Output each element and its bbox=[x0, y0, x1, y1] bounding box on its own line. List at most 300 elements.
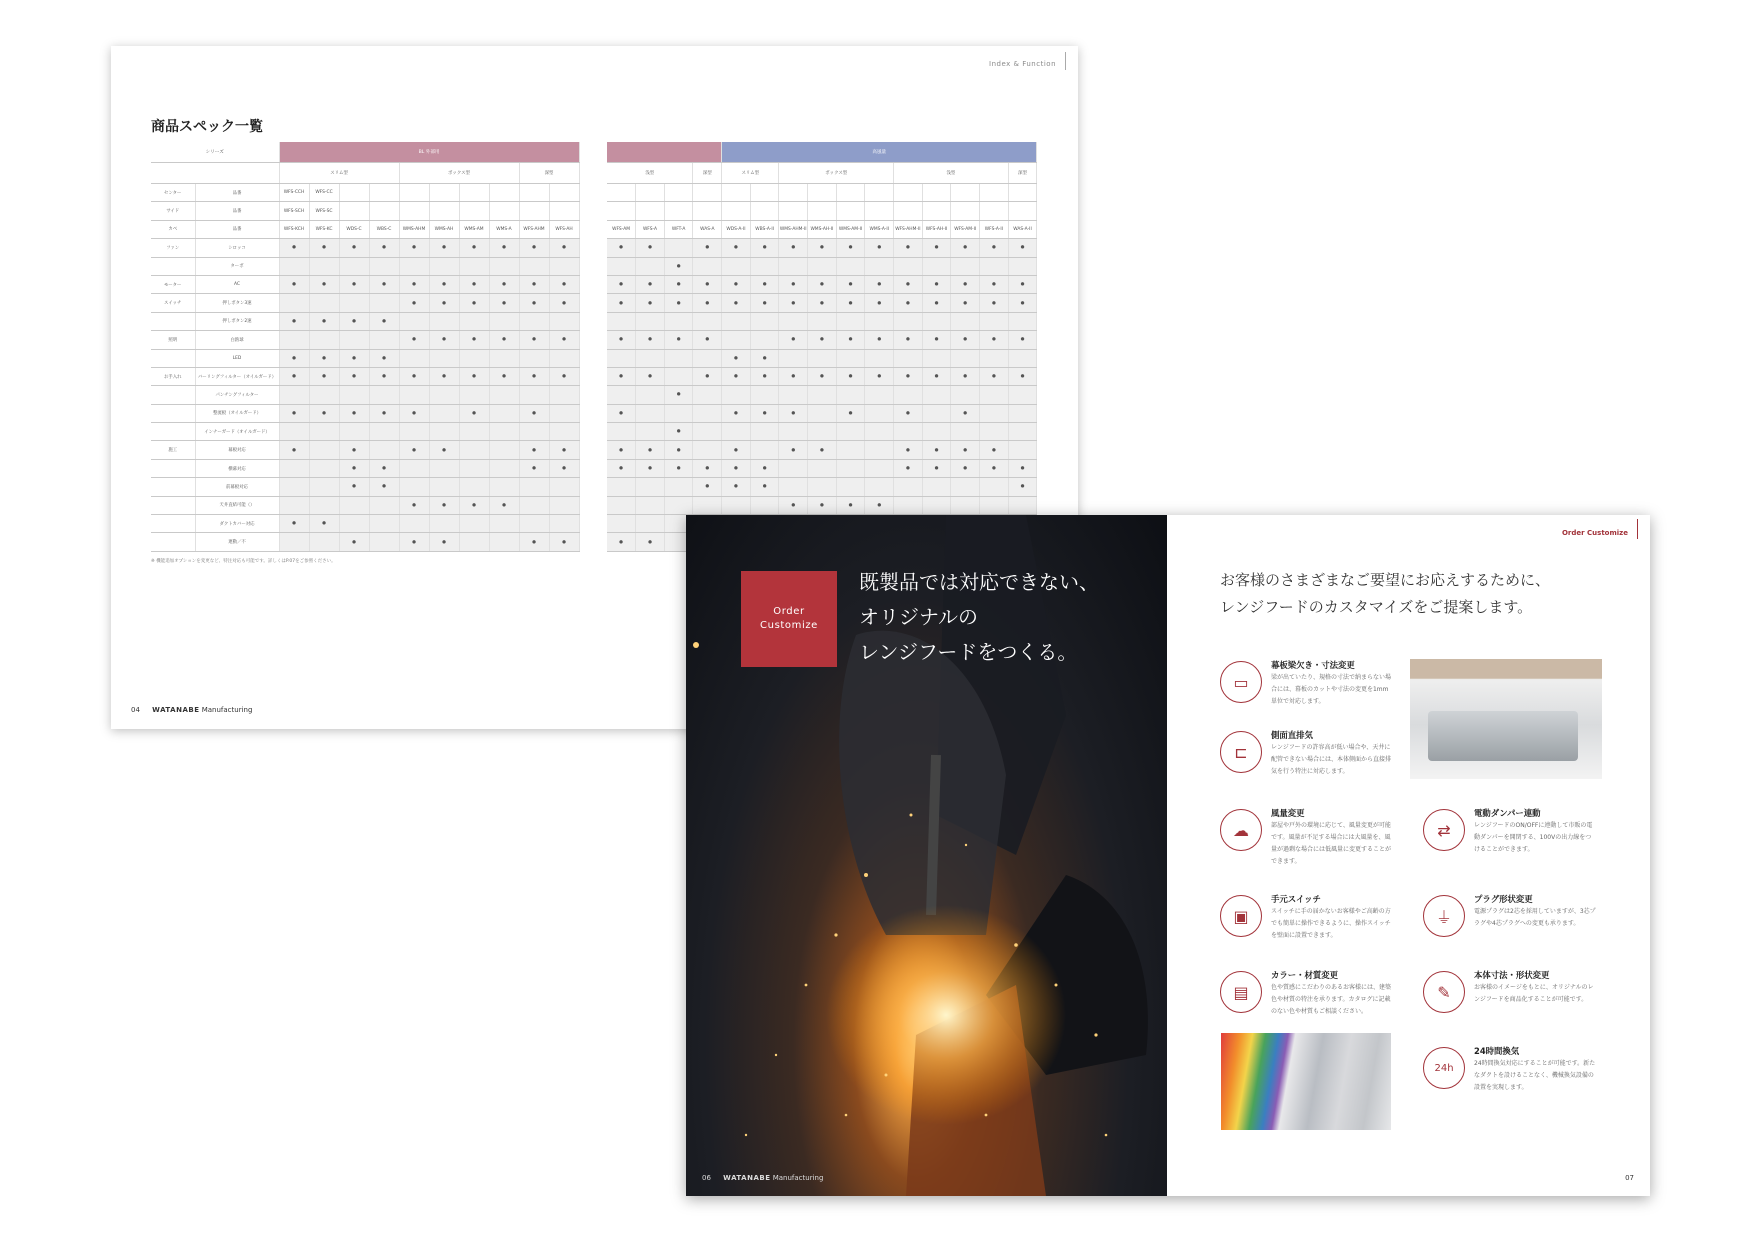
model-row bbox=[607, 202, 1037, 220]
spec-row bbox=[607, 441, 1037, 459]
model-code: WMS-AM bbox=[459, 220, 489, 238]
row-label: センター bbox=[151, 184, 195, 202]
row-sublabel: パンチングフィルター bbox=[195, 386, 279, 404]
mark-cell: ● bbox=[429, 294, 459, 312]
mark-cell: ● bbox=[1008, 459, 1037, 477]
mark-cell bbox=[279, 496, 309, 514]
model-code bbox=[664, 202, 693, 220]
mark-cell bbox=[399, 515, 429, 533]
mark-cell: ● bbox=[693, 239, 722, 257]
spec-row bbox=[151, 423, 579, 441]
range-hood-body bbox=[1428, 711, 1578, 761]
mark-cell: ● bbox=[279, 312, 309, 330]
mark-cell: ● bbox=[922, 275, 951, 293]
model-code bbox=[779, 202, 808, 220]
welding-photo bbox=[686, 515, 1167, 1196]
mark-cell: ● bbox=[399, 331, 429, 349]
mark-cell: ● bbox=[836, 404, 865, 422]
customize-page bbox=[1167, 515, 1650, 1196]
mark-cell bbox=[279, 459, 309, 477]
model-code: WAS-A bbox=[693, 220, 722, 238]
row-label: 照明 bbox=[151, 331, 195, 349]
mark-cell bbox=[951, 349, 980, 367]
mark-cell: ● bbox=[339, 312, 369, 330]
model-code bbox=[980, 202, 1009, 220]
mark-cell bbox=[519, 515, 549, 533]
mark-cell bbox=[519, 496, 549, 514]
mark-cell bbox=[779, 386, 808, 404]
row-label bbox=[151, 386, 195, 404]
mark-cell bbox=[922, 404, 951, 422]
mark-cell bbox=[865, 312, 894, 330]
mark-cell bbox=[309, 441, 339, 459]
mark-cell: ● bbox=[607, 441, 636, 459]
color-swatch-photo bbox=[1221, 1033, 1391, 1130]
mark-cell: ● bbox=[722, 404, 751, 422]
mark-cell bbox=[980, 423, 1009, 441]
mark-cell: ● bbox=[808, 275, 837, 293]
mark-cell: ● bbox=[722, 367, 751, 385]
mark-cell: ● bbox=[894, 441, 923, 459]
mark-cell: ● bbox=[399, 441, 429, 459]
mark-cell: ● bbox=[519, 331, 549, 349]
row-sublabel: 品番 bbox=[195, 202, 279, 220]
mark-cell bbox=[399, 423, 429, 441]
mark-cell bbox=[309, 496, 339, 514]
mark-cell bbox=[664, 239, 693, 257]
mark-cell bbox=[980, 386, 1009, 404]
mark-cell: ● bbox=[808, 367, 837, 385]
mark-cell bbox=[489, 533, 519, 551]
model-code bbox=[693, 184, 722, 202]
spec-row bbox=[151, 441, 579, 459]
model-code: WDS-C bbox=[339, 220, 369, 238]
mark-cell: ● bbox=[808, 496, 837, 514]
mark-cell: ● bbox=[664, 275, 693, 293]
model-code bbox=[607, 184, 636, 202]
spec-row bbox=[151, 239, 579, 257]
mark-cell bbox=[607, 257, 636, 275]
mark-cell bbox=[309, 459, 339, 477]
mark-cell: ● bbox=[549, 331, 579, 349]
mark-cell: ● bbox=[549, 367, 579, 385]
subgroup-header: スリム型 bbox=[722, 163, 779, 184]
mark-cell bbox=[750, 386, 779, 404]
subgroup-header: ボックス型 bbox=[399, 163, 519, 184]
mark-cell: ● bbox=[750, 294, 779, 312]
row-sublabel: 横幕対応 bbox=[195, 459, 279, 477]
mark-cell: ● bbox=[607, 239, 636, 257]
mark-cell bbox=[339, 257, 369, 275]
mark-cell bbox=[636, 496, 665, 514]
mark-cell: ● bbox=[369, 404, 399, 422]
mark-cell bbox=[922, 478, 951, 496]
row-sublabel: 白熱球 bbox=[195, 331, 279, 349]
mark-cell: ● bbox=[894, 331, 923, 349]
feature-title: 幕板梁欠き・寸法変更 bbox=[1271, 660, 1355, 670]
brand-name: WATANABE bbox=[723, 1174, 771, 1182]
row-sublabel: バーリングフィルター（オイルガード） bbox=[195, 367, 279, 385]
mark-cell: ● bbox=[607, 331, 636, 349]
mark-cell bbox=[636, 478, 665, 496]
mark-cell: ● bbox=[399, 275, 429, 293]
mark-cell: ● bbox=[339, 533, 369, 551]
page-footer bbox=[131, 706, 252, 714]
page-number: 07 bbox=[1625, 1174, 1634, 1182]
feature-desc: スイッチに手の届かないお客様やご高齢の方でも簡単に操作できるように、操作スイッチを壁面に設置できます。 bbox=[1271, 908, 1391, 939]
mark-cell bbox=[722, 386, 751, 404]
model-code: WFS-SCH bbox=[279, 202, 309, 220]
mark-cell bbox=[459, 459, 489, 477]
model-code bbox=[951, 184, 980, 202]
model-code: WFS-A bbox=[636, 220, 665, 238]
mark-cell: ● bbox=[369, 312, 399, 330]
model-code bbox=[693, 202, 722, 220]
mark-cell: ● bbox=[951, 441, 980, 459]
model-code bbox=[1008, 184, 1037, 202]
brand-sub: Manufacturing bbox=[201, 706, 253, 714]
mark-cell: ● bbox=[607, 294, 636, 312]
mark-cell bbox=[309, 294, 339, 312]
mark-cell: ● bbox=[279, 367, 309, 385]
mark-cell: ● bbox=[399, 496, 429, 514]
mark-cell bbox=[489, 459, 519, 477]
spec-table-right bbox=[607, 142, 1037, 552]
mark-cell bbox=[865, 404, 894, 422]
mark-cell bbox=[664, 478, 693, 496]
row-sublabel: AC bbox=[195, 275, 279, 293]
mark-cell bbox=[836, 257, 865, 275]
row-sublabel: 整流板（オイルガード） bbox=[195, 404, 279, 422]
model-code bbox=[369, 184, 399, 202]
mark-cell bbox=[951, 423, 980, 441]
mark-cell bbox=[549, 496, 579, 514]
group-header-pink bbox=[607, 142, 722, 163]
mark-cell: ● bbox=[279, 515, 309, 533]
spec-row bbox=[151, 459, 579, 477]
row-label: お手入れ bbox=[151, 367, 195, 385]
mark-cell: ● bbox=[339, 367, 369, 385]
mark-cell: ● bbox=[1008, 275, 1037, 293]
mark-cell bbox=[489, 386, 519, 404]
spec-row bbox=[607, 275, 1037, 293]
mark-cell bbox=[429, 478, 459, 496]
mark-cell bbox=[722, 423, 751, 441]
mark-cell: ● bbox=[980, 275, 1009, 293]
row-label bbox=[151, 533, 195, 551]
mark-cell bbox=[693, 312, 722, 330]
mark-cell: ● bbox=[922, 459, 951, 477]
spec-row bbox=[151, 312, 579, 330]
feature-desc: 電源プラグは2芯を採用していますが、3芯プラグや4芯プラグへの変更も承ります。 bbox=[1474, 908, 1596, 927]
mark-cell bbox=[429, 349, 459, 367]
mark-cell bbox=[980, 349, 1009, 367]
mark-cell: ● bbox=[339, 404, 369, 422]
mark-cell: ● bbox=[722, 478, 751, 496]
mark-cell bbox=[636, 423, 665, 441]
spec-table-left bbox=[151, 142, 580, 552]
mark-cell: ● bbox=[693, 275, 722, 293]
mark-cell: ● bbox=[339, 239, 369, 257]
spec-row bbox=[151, 349, 579, 367]
mark-cell: ● bbox=[279, 404, 309, 422]
mark-cell bbox=[664, 404, 693, 422]
mark-cell bbox=[808, 349, 837, 367]
mark-cell: ● bbox=[459, 294, 489, 312]
mark-cell bbox=[894, 386, 923, 404]
mark-cell: ● bbox=[369, 367, 399, 385]
row-sublabel: 幕板対応 bbox=[195, 441, 279, 459]
mark-cell: ● bbox=[922, 441, 951, 459]
mark-cell bbox=[865, 441, 894, 459]
airflow-icon: ☁ bbox=[1220, 809, 1262, 851]
mark-cell: ● bbox=[779, 331, 808, 349]
model-code bbox=[636, 202, 665, 220]
mark-cell: ● bbox=[607, 367, 636, 385]
model-code: WBS-A-II bbox=[750, 220, 779, 238]
mark-cell bbox=[1008, 496, 1037, 514]
mark-cell: ● bbox=[1008, 239, 1037, 257]
mark-cell bbox=[489, 478, 519, 496]
mark-cell: ● bbox=[309, 275, 339, 293]
feature-desc: お客様のイメージをもとに、オリジナルのレンジフードを商品化することが可能です。 bbox=[1474, 984, 1594, 1003]
mark-cell bbox=[865, 349, 894, 367]
mark-cell bbox=[865, 257, 894, 275]
mark-cell bbox=[693, 496, 722, 514]
spec-row bbox=[607, 496, 1037, 514]
model-code: WMS-AHM bbox=[399, 220, 429, 238]
mark-cell bbox=[519, 349, 549, 367]
mark-cell: ● bbox=[399, 294, 429, 312]
model-code: WBS-C bbox=[369, 220, 399, 238]
model-code: WMS-AHM-II bbox=[779, 220, 808, 238]
mark-cell bbox=[750, 441, 779, 459]
row-label bbox=[151, 349, 195, 367]
mark-cell bbox=[339, 331, 369, 349]
mark-cell: ● bbox=[722, 275, 751, 293]
mark-cell bbox=[489, 423, 519, 441]
subgroup-header: 深型 bbox=[693, 163, 722, 184]
mark-cell: ● bbox=[429, 275, 459, 293]
plug-icon: ⏚ bbox=[1423, 895, 1465, 937]
row-label bbox=[151, 459, 195, 477]
order-customize-badge bbox=[741, 571, 837, 667]
mark-cell: ● bbox=[664, 441, 693, 459]
mark-cell: ● bbox=[750, 459, 779, 477]
mark-cell: ● bbox=[779, 239, 808, 257]
mark-cell bbox=[808, 478, 837, 496]
header-row bbox=[151, 142, 579, 163]
spec-row bbox=[151, 275, 579, 293]
mark-cell bbox=[339, 423, 369, 441]
mark-cell bbox=[459, 386, 489, 404]
section-label: Index & Function bbox=[989, 60, 1056, 68]
badge-line-1: Order bbox=[773, 606, 805, 617]
mark-cell bbox=[489, 404, 519, 422]
row-label bbox=[151, 257, 195, 275]
model-code bbox=[836, 184, 865, 202]
mark-cell: ● bbox=[339, 275, 369, 293]
mark-cell: ● bbox=[279, 349, 309, 367]
model-code bbox=[722, 202, 751, 220]
model-code: WFS-CCH bbox=[279, 184, 309, 202]
mark-cell bbox=[922, 496, 951, 514]
row-sublabel: 前幕板対応 bbox=[195, 478, 279, 496]
mark-cell: ● bbox=[1008, 478, 1037, 496]
mark-cell: ● bbox=[459, 367, 489, 385]
row-sublabel: シロッコ bbox=[195, 239, 279, 257]
mark-cell bbox=[636, 349, 665, 367]
model-code bbox=[519, 184, 549, 202]
model-code bbox=[808, 202, 837, 220]
mark-cell bbox=[750, 257, 779, 275]
page-number: 04 bbox=[131, 706, 140, 714]
mark-cell: ● bbox=[779, 441, 808, 459]
page-footer bbox=[702, 1174, 823, 1182]
mark-cell bbox=[549, 312, 579, 330]
model-code bbox=[894, 202, 923, 220]
mark-cell: ● bbox=[664, 294, 693, 312]
mark-cell bbox=[779, 478, 808, 496]
mark-cell bbox=[1008, 386, 1037, 404]
footnote: ※ 機能追加オプションを変更など、特注対応も可能です。詳しくはP.07をご参照ください。 bbox=[151, 559, 336, 564]
mark-cell: ● bbox=[339, 441, 369, 459]
duct-icon: ⊏ bbox=[1220, 731, 1262, 773]
mark-cell bbox=[808, 386, 837, 404]
model-code bbox=[1008, 202, 1037, 220]
mark-cell: ● bbox=[489, 331, 519, 349]
mark-cell: ● bbox=[636, 294, 665, 312]
mark-cell bbox=[339, 515, 369, 533]
mark-cell bbox=[1008, 257, 1037, 275]
mark-cell: ● bbox=[693, 294, 722, 312]
model-code bbox=[894, 184, 923, 202]
mark-cell bbox=[779, 312, 808, 330]
subgroup-header: 深型 bbox=[1008, 163, 1037, 184]
model-code bbox=[429, 184, 459, 202]
row-sublabel: インナーガード（オイルガード） bbox=[195, 423, 279, 441]
mark-cell: ● bbox=[693, 331, 722, 349]
mark-cell: ● bbox=[1008, 367, 1037, 385]
spec-row bbox=[607, 239, 1037, 257]
mark-cell bbox=[399, 349, 429, 367]
mark-cell bbox=[309, 478, 339, 496]
mark-cell: ● bbox=[951, 294, 980, 312]
mark-cell bbox=[951, 496, 980, 514]
mark-cell bbox=[309, 533, 339, 551]
mark-cell: ● bbox=[722, 294, 751, 312]
mark-cell bbox=[429, 386, 459, 404]
row-label bbox=[151, 496, 195, 514]
mark-cell: ● bbox=[369, 239, 399, 257]
mark-cell bbox=[607, 423, 636, 441]
mark-cell: ● bbox=[664, 386, 693, 404]
mark-cell: ● bbox=[429, 533, 459, 551]
page-number: 06 bbox=[702, 1174, 711, 1182]
model-code: WFS-KC bbox=[309, 220, 339, 238]
model-code: WFS-AHM bbox=[519, 220, 549, 238]
mark-cell: ● bbox=[808, 239, 837, 257]
mark-cell: ● bbox=[980, 367, 1009, 385]
feature-desc: 梁が出ていたり、規格の寸法で納まらない場合には、幕板のカットや寸法の変更を1mm単位で対応します。 bbox=[1271, 674, 1392, 705]
spec-row bbox=[607, 294, 1037, 312]
mark-cell: ● bbox=[664, 459, 693, 477]
mark-cell: ● bbox=[369, 275, 399, 293]
page-title: 商品スペック一覧 bbox=[151, 119, 263, 135]
mark-cell: ● bbox=[429, 239, 459, 257]
mark-cell: ● bbox=[865, 239, 894, 257]
spec-row bbox=[151, 478, 579, 496]
row-sublabel: 品番 bbox=[195, 184, 279, 202]
mark-cell bbox=[489, 515, 519, 533]
mark-cell: ● bbox=[693, 459, 722, 477]
mark-cell bbox=[1008, 441, 1037, 459]
row-sublabel: 押しボタン3速 bbox=[195, 294, 279, 312]
mark-cell bbox=[722, 312, 751, 330]
mark-cell bbox=[459, 312, 489, 330]
mark-cell bbox=[750, 331, 779, 349]
model-code: WFT-A bbox=[664, 220, 693, 238]
mark-cell bbox=[429, 515, 459, 533]
mark-cell bbox=[279, 478, 309, 496]
model-code bbox=[808, 184, 837, 202]
paint-roller-icon: ▤ bbox=[1220, 971, 1262, 1013]
mark-cell: ● bbox=[369, 478, 399, 496]
mark-cell: ● bbox=[722, 239, 751, 257]
series-label: シリーズ bbox=[151, 142, 279, 163]
model-code: WAS-A-II bbox=[1008, 220, 1037, 238]
model-code bbox=[664, 184, 693, 202]
mark-cell bbox=[489, 441, 519, 459]
mark-cell bbox=[808, 423, 837, 441]
mark-cell: ● bbox=[750, 275, 779, 293]
feature-title: 24時間換気 bbox=[1474, 1046, 1520, 1056]
mark-cell: ● bbox=[607, 533, 636, 551]
mark-cell bbox=[607, 496, 636, 514]
feature-title: 電動ダンパー連動 bbox=[1474, 808, 1541, 818]
mark-cell bbox=[519, 478, 549, 496]
mark-cell bbox=[607, 386, 636, 404]
mark-cell bbox=[369, 515, 399, 533]
spec-row bbox=[607, 331, 1037, 349]
mark-cell: ● bbox=[489, 275, 519, 293]
pencil-icon: ✎ bbox=[1423, 971, 1465, 1013]
mark-cell bbox=[922, 423, 951, 441]
mark-cell bbox=[489, 257, 519, 275]
model-code: WFS-A-II bbox=[980, 220, 1009, 238]
mark-cell: ● bbox=[519, 404, 549, 422]
mark-cell bbox=[607, 349, 636, 367]
mark-cell bbox=[399, 312, 429, 330]
mark-cell bbox=[894, 478, 923, 496]
headline-line-2: オリジナルの bbox=[859, 605, 978, 629]
mark-cell bbox=[808, 459, 837, 477]
mark-cell: ● bbox=[489, 367, 519, 385]
subheader-row bbox=[151, 163, 579, 184]
mark-cell: ● bbox=[980, 331, 1009, 349]
mark-cell bbox=[549, 515, 579, 533]
mark-cell: ● bbox=[399, 533, 429, 551]
model-code bbox=[980, 184, 1009, 202]
model-code bbox=[779, 184, 808, 202]
mark-cell: ● bbox=[279, 275, 309, 293]
model-code bbox=[750, 184, 779, 202]
mark-cell: ● bbox=[664, 257, 693, 275]
mark-cell bbox=[399, 257, 429, 275]
row-label: スイッチ bbox=[151, 294, 195, 312]
feature-title: カラー・材質変更 bbox=[1271, 970, 1338, 980]
mark-cell: ● bbox=[836, 294, 865, 312]
